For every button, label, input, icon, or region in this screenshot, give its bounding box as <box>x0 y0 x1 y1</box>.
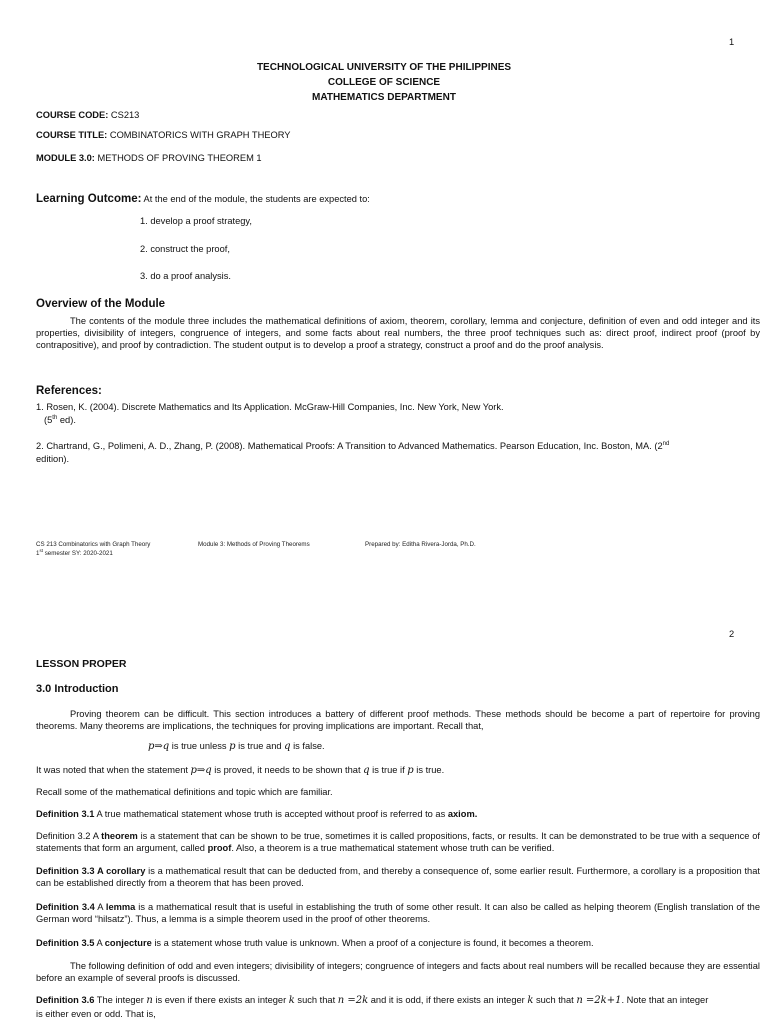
page-number: 2 <box>729 629 735 639</box>
references-heading: References: <box>36 385 102 397</box>
definition-text: and it is odd, if there exists an integer <box>368 995 528 1005</box>
university-name: TECHNOLOGICAL UNIVERSITY OF THE PHILIPPINES <box>256 62 512 73</box>
course-title <box>36 130 290 140</box>
definition-text: is a statement whose truth value is unknown. When a proof of a conjecture is found, it becomes a theorem. <box>151 938 594 948</box>
reference-1: 1. Rosen, K. (2004). Discrete Mathematics and Its Application. McGraw-Hill Companies, Inc. New York, New York. <box>36 402 504 412</box>
footer-module: Module 3: Methods of Proving Theorems <box>198 541 310 548</box>
definition-term: conjecture <box>104 938 152 948</box>
noted-text: is true. <box>413 765 445 775</box>
odd-equation: n =2k+1 <box>576 995 622 1006</box>
reference-2-text: 2. Chartrand, G., Polimeni, A. D., Zhang, P. (2008). Mathematical Proofs: A Transition to Advanced Mathematics. Pearson Education, Inc. Boston, MA. (2 <box>36 441 663 451</box>
implication-line <box>148 741 325 752</box>
learning-outcome-intro: At the end of the module, the students are expected to: <box>141 194 370 204</box>
course-code-label: COURSE CODE: <box>36 110 109 120</box>
page-2 <box>0 620 768 1024</box>
outcome-item: 2. construct the proof, <box>140 244 230 254</box>
definition-3-1 <box>36 809 477 819</box>
definition-text: is a mathematical result that is useful in establishing the truth of some other result. It can also be called as helping theorem (English translation of the German word “hilsatz”). Thus, a lemma is a simple theorem used in the proof of other theorems. <box>36 902 760 925</box>
definition-text: A <box>94 902 106 912</box>
definition-text: . Also, a theorem is a true mathematical statement whose truth can be verified. <box>231 843 555 854</box>
implication-text: is true unless <box>169 741 230 751</box>
definition-text: is even if there exists an integer <box>152 995 289 1005</box>
definition-text: A <box>94 938 105 948</box>
definition-text: A true mathematical statement whose truth is accepted without proof is referred to as <box>94 809 448 819</box>
definition-3-3 <box>36 865 760 889</box>
definition-term: theorem <box>101 831 138 841</box>
definition-3-6 <box>36 995 708 1006</box>
footer-semester-sup: st <box>39 547 43 553</box>
course-code <box>36 110 139 120</box>
definition-label: Definition 3.3 A corollary <box>36 866 146 876</box>
definition-term: proof <box>207 843 232 854</box>
implication-expr: p⇒q <box>148 741 170 752</box>
definition-text: The integer <box>94 995 147 1005</box>
reference-1-edition-post: ed). <box>57 415 76 425</box>
lesson-heading: LESSON PROPER <box>36 658 127 670</box>
definition-3-5 <box>36 938 594 948</box>
overview-text: The contents of the module three includes the mathematical definitions of axiom, theorem, corollary, lemma and conjecture, definition of even and odd integer and its properties, divisibility of integers, congruence of integers, and some facts about real numbers, the three proof techniques such as: direct proof, indirect proof (proof by contrapositive), and proof by contradiction. The student output is to develop a proof a strategy, construct a proof and do the proof analysis. <box>36 316 760 351</box>
var-p: p <box>407 765 414 776</box>
footer-course: CS 213 Combinatorics with Graph Theory <box>36 541 151 548</box>
learning-outcome-heading: Learning Outcome: <box>36 193 142 205</box>
definition-text: is a statement that can be shown to be true, sometimes it is called propositions, facts, or results. It can be demonstrated to be true with a sequence of statements that form an argument, called <box>36 831 760 854</box>
definition-3-2 <box>36 830 760 854</box>
var-q: q <box>284 741 291 752</box>
definition-label: Definition 3.1 <box>36 809 95 819</box>
definition-text: such that <box>533 995 577 1005</box>
var-k: k <box>288 995 295 1006</box>
course-title-value: COMBINATORICS WITH GRAPH THEORY <box>107 130 291 140</box>
definition-term: axiom. <box>447 809 478 819</box>
noted-text: is true if <box>369 765 408 775</box>
following-paragraph: The following definition of odd and even integers; divisibility of integers; congruence of integers and facts about real numbers will be recalled because they are essential before an example of several proofs is discussed. <box>36 961 760 984</box>
definition-label: Definition 3.6 <box>36 995 95 1005</box>
module <box>36 153 262 163</box>
outcome-item: 3. do a proof analysis. <box>140 271 231 281</box>
department-name: MATHEMATICS DEPARTMENT <box>312 92 456 103</box>
definition-text: is a mathematical result that can be deducted from, and thereby a consequence of, some earlier result. Furthermore, a corollary is a proposition that can be established directly from a theorem that has been proved. <box>36 866 760 889</box>
definition-text: . Note that an integer <box>621 995 709 1005</box>
footer-prepared: Prepared by: Editha Rivera-Jorda, Ph.D. <box>365 541 476 548</box>
reference-1-edition-pre: (5 <box>44 415 53 425</box>
intro-heading: 3.0 Introduction <box>36 683 119 695</box>
implication-text: is true and <box>235 741 285 751</box>
intro-paragraph: Proving theorem can be difficult. This section introduces a battery of different proof methods. These methods should be become a part of repertoire for proving theorems. Many theorems are implications, the techniques for proving implications are important. Recall that, <box>36 709 760 732</box>
reference-1-edition <box>44 415 76 425</box>
noted-text: is proved, it needs to be shown that <box>211 765 364 775</box>
definition-term: lemma <box>105 902 136 912</box>
noted-line <box>36 765 444 776</box>
var-k: k <box>527 995 534 1006</box>
var-q: q <box>363 765 370 776</box>
course-code-value: CS213 <box>108 110 140 120</box>
recall-line: Recall some of the mathematical definitions and topic which are familiar. <box>36 787 333 797</box>
reference-2-edition: edition). <box>36 454 70 464</box>
noted-text: It was noted that when the statement <box>36 765 191 775</box>
reference-2-sup: nd <box>662 440 670 447</box>
reference-2 <box>36 441 669 451</box>
college-name: COLLEGE OF SCIENCE <box>327 77 441 88</box>
definition-label: Definition 3.4 <box>36 902 95 912</box>
definition-label: Definition 3.5 <box>36 938 95 948</box>
course-title-label: COURSE TITLE: <box>36 130 108 140</box>
footer-semester-post: semester SY: 2020-2021 <box>42 550 113 557</box>
footer-semester <box>36 547 113 557</box>
definition-3-6-line2: is either even or odd. That is, <box>36 1009 156 1019</box>
page-number: 1 <box>729 37 735 47</box>
implication-text: is false. <box>290 741 325 751</box>
definition-text: such that <box>294 995 338 1005</box>
even-equation: n =2k <box>337 995 369 1006</box>
reference-1-edition-sup: th <box>52 414 58 421</box>
implication-expr: p⇒q <box>190 765 212 776</box>
learning-outcome <box>36 193 370 205</box>
footer-semester-pre: 1 <box>36 550 40 557</box>
var-n: n <box>146 995 153 1006</box>
definition-label: Definition 3.2 A <box>36 831 102 841</box>
var-p: p <box>229 741 236 752</box>
module-label: MODULE 3.0: <box>36 153 95 163</box>
outcome-item: 1. develop a proof strategy, <box>140 216 252 226</box>
definition-3-4 <box>36 901 760 925</box>
module-value: METHODS OF PROVING THEOREM 1 <box>94 153 262 163</box>
overview-heading: Overview of the Module <box>36 298 166 310</box>
